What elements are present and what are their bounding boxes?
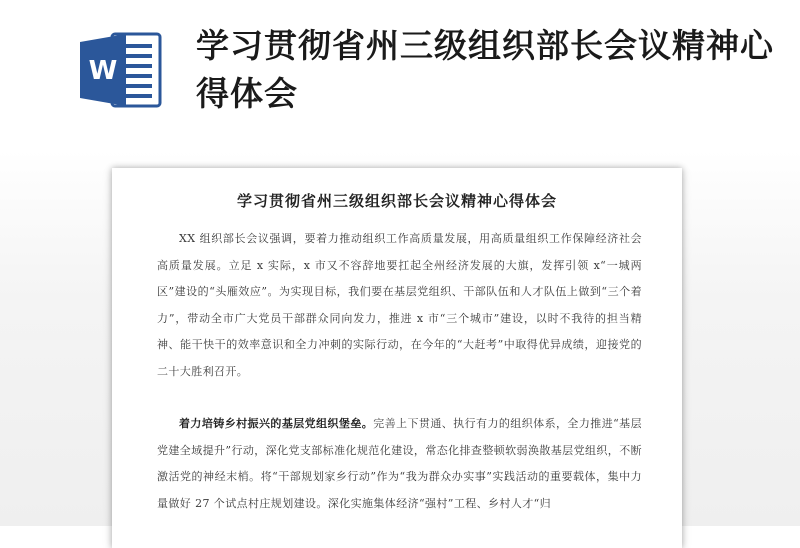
- word-icon: [78, 28, 164, 112]
- page-title: 学习贯彻省州三级组织部长会议精神心得体会: [196, 26, 774, 113]
- paragraph-2: [157, 411, 642, 517]
- paragraph-1-text: XX 组织部长会议强调，要着力推动组织工作高质量发展，用高质量组织工作保障经济社会高质量发展。立足 x 实际，x 市又不容辞地要扛起全州经济发展的大旗，发挥引领 x“一城两区”建设的“头雁效应”。为实现目标，我们要在基层党组织、干部队伍和人才队伍上做到“三个着力”，带动全市广大党员干部群众同向发力，推进 x 市“三个城市”建设，以时不我待的担当精神、能干快干的效率意识和全力冲刺的实际行动，在今年的“大赶考”中取得优异成绩，迎接党的二十大胜利召开。: [157, 232, 642, 378]
- word-icon-letter: W: [88, 56, 118, 86]
- paragraph-2-text: 完善上下贯通、执行有力的组织体系，全力推进“基层党建全域提升”行动，深化党支部标准化规范化建设，常态化排查整顿软弱涣散基层党组织，不断激活党的神经末梢。将“干部规划家乡行动”作为“我为群众办实事”实践活动的重要载体，集中力量做好 27 个试点村庄规划建设。深化实施集体经济“强村”工程、乡村人才“归: [157, 417, 642, 510]
- paragraph-2-lead: 着力培铸乡村振兴的基层党组织堡垒。: [179, 417, 374, 430]
- header: [0, 0, 800, 150]
- paragraph-1: [157, 226, 642, 385]
- document-title: 学习贯彻省州三级组织部长会议精神心得体会: [236, 192, 557, 210]
- document-page: [112, 168, 682, 548]
